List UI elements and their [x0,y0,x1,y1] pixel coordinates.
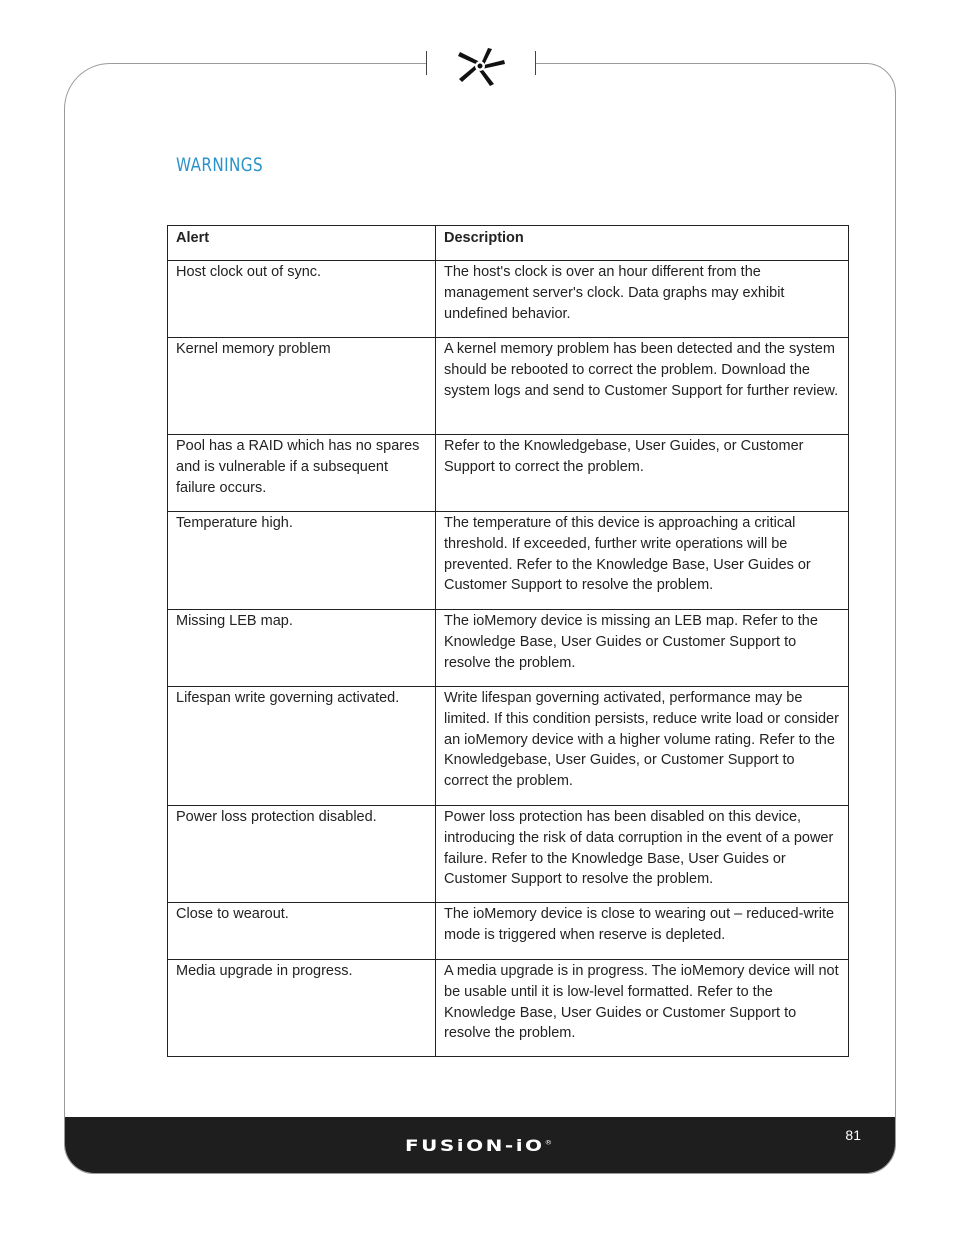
alert-cell: Pool has a RAID which has no spares and is vulnerable if a subsequent failure occurs. [168,435,436,512]
alert-cell: Power loss protection disabled. [168,806,436,903]
table-header-row [168,226,849,261]
description-cell: Write lifespan governing activated, performance may be limited. If this condition persists, reduce write load or consider an ioMemory device with a higher volume rating. Refer to the Knowledgebase, User Guides, or Customer Support to correct the problem. [436,687,849,806]
footer-brand-logo: FUSiON-iO® [405,1136,553,1155]
page-number: 81 [845,1127,861,1143]
table-row [168,338,849,435]
alert-cell: Host clock out of sync. [168,261,436,338]
description-cell: The temperature of this device is approaching a critical threshold. If exceeded, further write operations will be prevented. Refer to the Knowledge Base, User Guides or Customer Support to resolve the problem. [436,512,849,610]
table-row [168,687,849,806]
footer-bar [65,1117,895,1173]
alert-cell: Missing LEB map. [168,610,436,687]
header-divider-right [535,51,536,75]
description-cell: A media upgrade is in progress. The ioMemory device will not be usable until it is low-level formatted. Refer to the Knowledge Base, User Guides or Customer Support to resolve the problem. [436,960,849,1057]
table-row [168,806,849,903]
alert-cell: Close to wearout. [168,903,436,960]
section-title: WARNINGS [176,154,264,176]
column-header-alert: Alert [168,226,436,261]
description-cell: The ioMemory device is close to wearing out – reduced-write mode is triggered when reserve is depleted. [436,903,849,960]
description-cell: The ioMemory device is missing an LEB map. Refer to the Knowledge Base, User Guides or Customer Support to resolve the problem. [436,610,849,687]
table-row [168,610,849,687]
alert-cell: Kernel memory problem [168,338,436,435]
alert-cell: Lifespan write governing activated. [168,687,436,806]
alert-cell: Media upgrade in progress. [168,960,436,1057]
warnings-table [167,225,849,1057]
alert-cell: Temperature high. [168,512,436,610]
table-row [168,903,849,960]
column-header-description: Description [436,226,849,261]
table-row [168,261,849,338]
description-cell: Refer to the Knowledgebase, User Guides, or Customer Support to correct the problem. [436,435,849,512]
description-cell: A kernel memory problem has been detected and the system should be rebooted to correct the problem. Download the system logs and send to Customer Support for further review. [436,338,849,435]
table-row [168,960,849,1057]
description-cell: The host's clock is over an hour different from the management server's clock. Data graphs may exhibit undefined behavior. [436,261,849,338]
description-cell: Power loss protection has been disabled on this device, introducing the risk of data corruption in the event of a power failure. Refer to the Knowledge Base, User Guides or Customer Support to resolve the problem. [436,806,849,903]
fusion-io-star-logo-icon [452,44,508,88]
header-divider-left [426,51,427,75]
table-row [168,435,849,512]
table-row [168,512,849,610]
